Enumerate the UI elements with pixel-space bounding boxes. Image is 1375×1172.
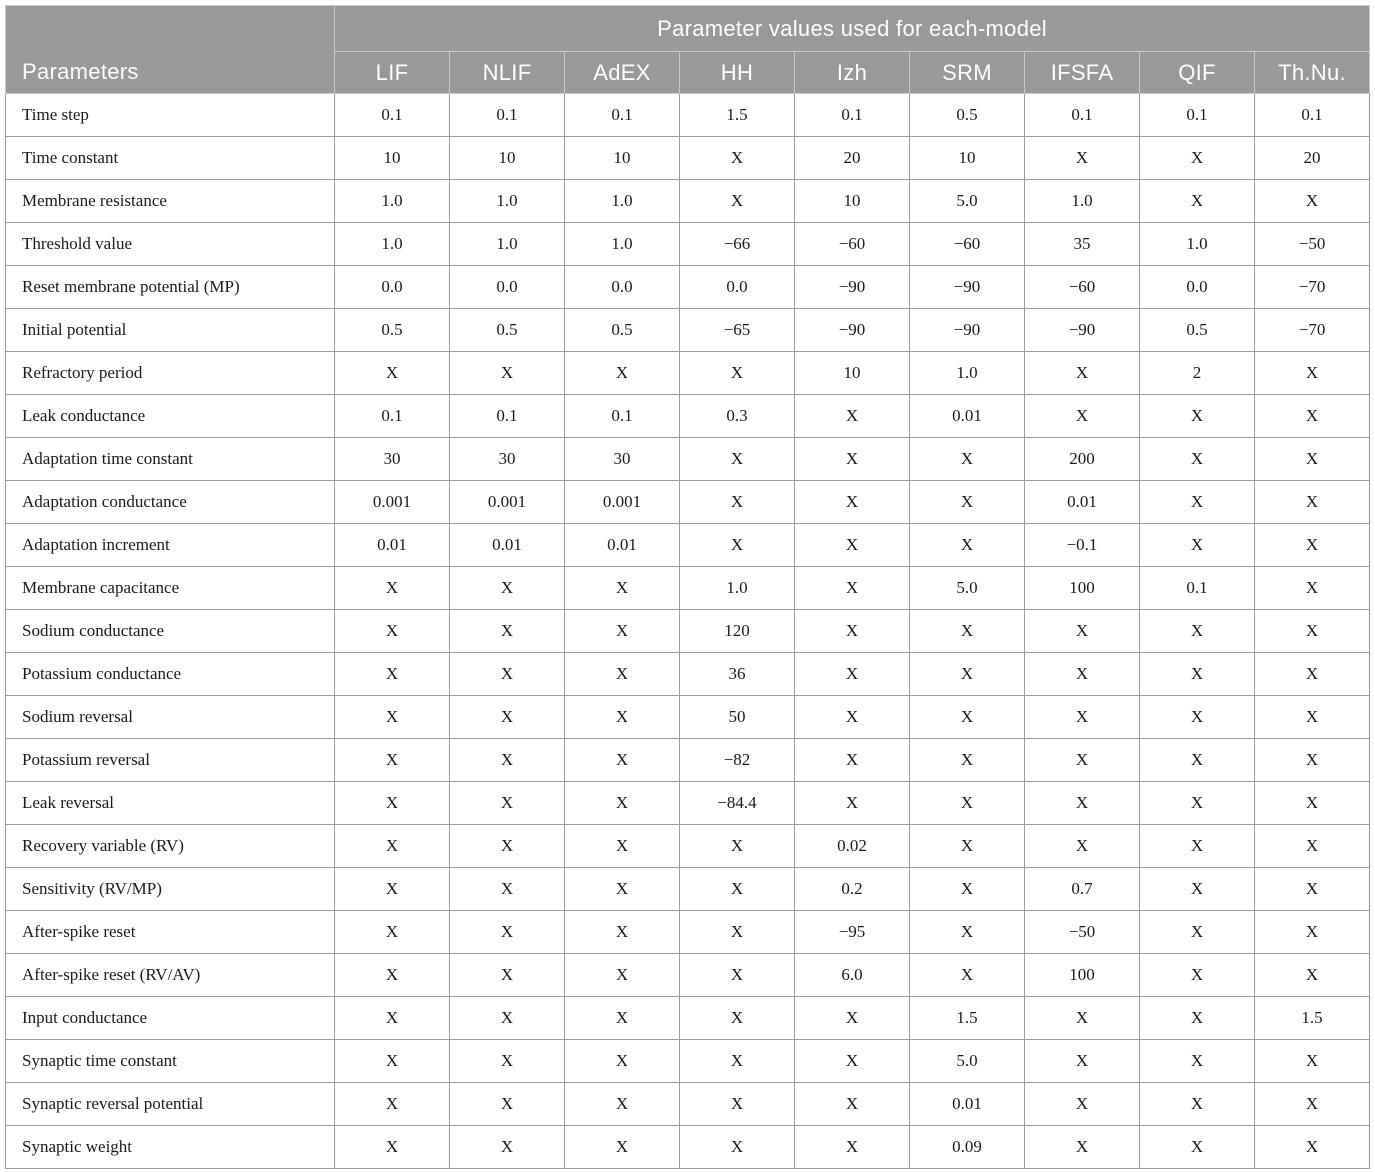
value-cell: −70 bbox=[1255, 309, 1370, 352]
table-row bbox=[6, 438, 1370, 481]
value-cell: X bbox=[1140, 1126, 1255, 1169]
value-cell: −90 bbox=[1025, 309, 1140, 352]
value-cell: X bbox=[1140, 137, 1255, 180]
value-cell: 0.0 bbox=[565, 266, 680, 309]
value-cell: 0.01 bbox=[910, 395, 1025, 438]
table-row bbox=[6, 1126, 1370, 1169]
value-cell: X bbox=[680, 954, 795, 997]
value-cell: 5.0 bbox=[910, 1040, 1025, 1083]
value-cell: 0.3 bbox=[680, 395, 795, 438]
value-cell: X bbox=[1025, 137, 1140, 180]
value-cell: X bbox=[795, 567, 910, 610]
parameter-name-cell: Time step bbox=[6, 94, 335, 137]
value-cell: X bbox=[335, 1126, 450, 1169]
value-cell: −66 bbox=[680, 223, 795, 266]
value-cell: −60 bbox=[795, 223, 910, 266]
value-cell: X bbox=[450, 610, 565, 653]
parameter-name-cell: Refractory period bbox=[6, 352, 335, 395]
parameter-name-cell: Leak conductance bbox=[6, 395, 335, 438]
parameter-name-cell: Time constant bbox=[6, 137, 335, 180]
table-row bbox=[6, 911, 1370, 954]
parameter-name-cell: Initial potential bbox=[6, 309, 335, 352]
value-cell: X bbox=[450, 1083, 565, 1126]
value-cell: 120 bbox=[680, 610, 795, 653]
value-cell: 36 bbox=[680, 653, 795, 696]
parameter-name-cell: Synaptic time constant bbox=[6, 1040, 335, 1083]
value-cell: −90 bbox=[910, 309, 1025, 352]
value-cell: X bbox=[1140, 1083, 1255, 1126]
value-cell: X bbox=[910, 782, 1025, 825]
value-cell: 10 bbox=[795, 180, 910, 223]
table-row bbox=[6, 782, 1370, 825]
model-column-header: AdEX bbox=[565, 52, 680, 94]
value-cell: 200 bbox=[1025, 438, 1140, 481]
value-cell: 1.5 bbox=[1255, 997, 1370, 1040]
model-column-header: LIF bbox=[335, 52, 450, 94]
value-cell: X bbox=[335, 352, 450, 395]
value-cell: X bbox=[335, 868, 450, 911]
value-cell: 0.1 bbox=[450, 395, 565, 438]
value-cell: X bbox=[565, 911, 680, 954]
parameter-name-cell: Sensitivity (RV/MP) bbox=[6, 868, 335, 911]
value-cell: 0.1 bbox=[565, 94, 680, 137]
value-cell: −90 bbox=[795, 309, 910, 352]
value-cell: 5.0 bbox=[910, 567, 1025, 610]
value-cell: 10 bbox=[565, 137, 680, 180]
value-cell: 1.0 bbox=[680, 567, 795, 610]
value-cell: X bbox=[1255, 438, 1370, 481]
value-cell: X bbox=[1255, 696, 1370, 739]
value-cell: X bbox=[1140, 954, 1255, 997]
value-cell: X bbox=[1255, 911, 1370, 954]
value-cell: 1.0 bbox=[335, 223, 450, 266]
value-cell: 6.0 bbox=[795, 954, 910, 997]
value-cell: X bbox=[565, 1126, 680, 1169]
value-cell: 0.1 bbox=[795, 94, 910, 137]
value-cell: X bbox=[1255, 782, 1370, 825]
value-cell: X bbox=[910, 438, 1025, 481]
value-cell: X bbox=[1025, 395, 1140, 438]
value-cell: X bbox=[1140, 438, 1255, 481]
model-column-header: Th.Nu. bbox=[1255, 52, 1370, 94]
value-cell: X bbox=[1255, 610, 1370, 653]
value-cell: 0.001 bbox=[565, 481, 680, 524]
value-cell: X bbox=[910, 653, 1025, 696]
model-column-header: QIF bbox=[1140, 52, 1255, 94]
value-cell: X bbox=[680, 352, 795, 395]
value-cell: X bbox=[680, 137, 795, 180]
table-row bbox=[6, 309, 1370, 352]
value-cell: X bbox=[910, 825, 1025, 868]
value-cell: 0.0 bbox=[1140, 266, 1255, 309]
value-cell: 0.1 bbox=[1255, 94, 1370, 137]
value-cell: X bbox=[1140, 653, 1255, 696]
value-cell: 0.5 bbox=[450, 309, 565, 352]
value-cell: 0.5 bbox=[335, 309, 450, 352]
table-row bbox=[6, 653, 1370, 696]
value-cell: X bbox=[450, 1126, 565, 1169]
value-cell: 1.5 bbox=[910, 997, 1025, 1040]
value-cell: X bbox=[680, 911, 795, 954]
parameter-name-cell: Potassium conductance bbox=[6, 653, 335, 696]
value-cell: 0.1 bbox=[1025, 94, 1140, 137]
value-cell: X bbox=[680, 180, 795, 223]
parameter-name-cell: Sodium conductance bbox=[6, 610, 335, 653]
value-cell: X bbox=[1255, 481, 1370, 524]
value-cell: X bbox=[335, 1083, 450, 1126]
value-cell: X bbox=[1255, 395, 1370, 438]
value-cell: X bbox=[1025, 610, 1140, 653]
value-cell: 1.0 bbox=[450, 223, 565, 266]
value-cell: X bbox=[1025, 825, 1140, 868]
parameter-name-cell: Threshold value bbox=[6, 223, 335, 266]
parameter-table-container bbox=[5, 5, 1369, 1169]
value-cell: X bbox=[565, 1040, 680, 1083]
table-row bbox=[6, 696, 1370, 739]
value-cell: X bbox=[910, 868, 1025, 911]
table-row bbox=[6, 137, 1370, 180]
parameter-name-cell: Membrane resistance bbox=[6, 180, 335, 223]
value-cell: X bbox=[1255, 825, 1370, 868]
value-cell: X bbox=[1140, 739, 1255, 782]
value-cell: X bbox=[1140, 997, 1255, 1040]
value-cell: X bbox=[1025, 997, 1140, 1040]
parameter-name-cell: After-spike reset (RV/AV) bbox=[6, 954, 335, 997]
value-cell: 1.0 bbox=[335, 180, 450, 223]
table-header bbox=[6, 6, 1370, 94]
parameter-name-cell: Synaptic reversal potential bbox=[6, 1083, 335, 1126]
value-cell: 0.01 bbox=[335, 524, 450, 567]
value-cell: 0.5 bbox=[565, 309, 680, 352]
value-cell: X bbox=[1140, 782, 1255, 825]
value-cell: X bbox=[450, 997, 565, 1040]
value-cell: X bbox=[1140, 696, 1255, 739]
value-cell: X bbox=[910, 610, 1025, 653]
value-cell: X bbox=[565, 825, 680, 868]
value-cell: 20 bbox=[1255, 137, 1370, 180]
value-cell: X bbox=[680, 481, 795, 524]
value-cell: 10 bbox=[450, 137, 565, 180]
header-row-group bbox=[6, 6, 1370, 52]
value-cell: 0.2 bbox=[795, 868, 910, 911]
model-column-header: IFSFA bbox=[1025, 52, 1140, 94]
value-cell: X bbox=[565, 653, 680, 696]
value-cell: X bbox=[795, 739, 910, 782]
parameters-column-header: Parameters bbox=[6, 6, 335, 94]
value-cell: X bbox=[1255, 1040, 1370, 1083]
value-cell: X bbox=[795, 438, 910, 481]
value-cell: 1.0 bbox=[565, 223, 680, 266]
value-cell: X bbox=[335, 997, 450, 1040]
table-row bbox=[6, 395, 1370, 438]
value-cell: −90 bbox=[910, 266, 1025, 309]
parameter-name-cell: Membrane capacitance bbox=[6, 567, 335, 610]
value-cell: X bbox=[565, 1083, 680, 1126]
value-cell: 0.1 bbox=[335, 94, 450, 137]
value-cell: X bbox=[565, 954, 680, 997]
value-cell: −70 bbox=[1255, 266, 1370, 309]
model-column-header: SRM bbox=[910, 52, 1025, 94]
value-cell: X bbox=[565, 868, 680, 911]
value-cell: X bbox=[1255, 180, 1370, 223]
value-cell: X bbox=[1140, 610, 1255, 653]
value-cell: X bbox=[1255, 352, 1370, 395]
value-cell: X bbox=[795, 524, 910, 567]
value-cell: X bbox=[335, 911, 450, 954]
value-cell: X bbox=[1255, 868, 1370, 911]
value-cell: X bbox=[450, 868, 565, 911]
value-cell: X bbox=[1025, 739, 1140, 782]
value-cell: 0.01 bbox=[910, 1083, 1025, 1126]
value-cell: X bbox=[1140, 180, 1255, 223]
value-cell: 0.1 bbox=[450, 94, 565, 137]
value-cell: X bbox=[1025, 696, 1140, 739]
value-cell: X bbox=[1140, 868, 1255, 911]
value-cell: −60 bbox=[1025, 266, 1140, 309]
parameter-name-cell: Input conductance bbox=[6, 997, 335, 1040]
value-cell: X bbox=[680, 1126, 795, 1169]
group-column-header: Parameter values used for each-model bbox=[335, 6, 1370, 52]
value-cell: 0.0 bbox=[680, 266, 795, 309]
parameter-name-cell: After-spike reset bbox=[6, 911, 335, 954]
value-cell: X bbox=[1140, 911, 1255, 954]
value-cell: 0.01 bbox=[450, 524, 565, 567]
value-cell: 0.001 bbox=[450, 481, 565, 524]
table-row bbox=[6, 352, 1370, 395]
value-cell: X bbox=[335, 1040, 450, 1083]
value-cell: 0.0 bbox=[335, 266, 450, 309]
value-cell: X bbox=[450, 825, 565, 868]
value-cell: X bbox=[1140, 1040, 1255, 1083]
value-cell: X bbox=[450, 782, 565, 825]
value-cell: X bbox=[795, 481, 910, 524]
value-cell: X bbox=[1025, 1083, 1140, 1126]
value-cell: X bbox=[680, 1040, 795, 1083]
value-cell: 1.0 bbox=[565, 180, 680, 223]
value-cell: −65 bbox=[680, 309, 795, 352]
value-cell: X bbox=[450, 352, 565, 395]
table-row bbox=[6, 825, 1370, 868]
parameter-name-cell: Synaptic weight bbox=[6, 1126, 335, 1169]
value-cell: X bbox=[795, 653, 910, 696]
value-cell: X bbox=[1025, 1126, 1140, 1169]
value-cell: X bbox=[450, 954, 565, 997]
value-cell: X bbox=[565, 739, 680, 782]
value-cell: X bbox=[450, 567, 565, 610]
value-cell: X bbox=[335, 696, 450, 739]
value-cell: 30 bbox=[450, 438, 565, 481]
value-cell: X bbox=[450, 739, 565, 782]
value-cell: X bbox=[1140, 825, 1255, 868]
table-row bbox=[6, 1083, 1370, 1126]
value-cell: X bbox=[910, 911, 1025, 954]
value-cell: 30 bbox=[565, 438, 680, 481]
value-cell: 10 bbox=[795, 352, 910, 395]
table-row bbox=[6, 481, 1370, 524]
value-cell: X bbox=[795, 1040, 910, 1083]
value-cell: X bbox=[335, 954, 450, 997]
value-cell: X bbox=[450, 911, 565, 954]
value-cell: 0.001 bbox=[335, 481, 450, 524]
value-cell: 35 bbox=[1025, 223, 1140, 266]
value-cell: −0.1 bbox=[1025, 524, 1140, 567]
value-cell: X bbox=[680, 1083, 795, 1126]
parameter-name-cell: Leak reversal bbox=[6, 782, 335, 825]
value-cell: X bbox=[1255, 739, 1370, 782]
parameter-name-cell: Reset membrane potential (MP) bbox=[6, 266, 335, 309]
value-cell: X bbox=[1025, 1040, 1140, 1083]
value-cell: 1.0 bbox=[450, 180, 565, 223]
value-cell: X bbox=[1025, 782, 1140, 825]
value-cell: X bbox=[795, 395, 910, 438]
parameter-table bbox=[5, 5, 1370, 1169]
value-cell: X bbox=[565, 696, 680, 739]
value-cell: 0.01 bbox=[1025, 481, 1140, 524]
value-cell: 0.02 bbox=[795, 825, 910, 868]
value-cell: X bbox=[1140, 395, 1255, 438]
value-cell: X bbox=[335, 653, 450, 696]
value-cell: X bbox=[910, 481, 1025, 524]
value-cell: X bbox=[680, 997, 795, 1040]
model-column-header: HH bbox=[680, 52, 795, 94]
value-cell: X bbox=[565, 997, 680, 1040]
value-cell: 5.0 bbox=[910, 180, 1025, 223]
value-cell: 10 bbox=[335, 137, 450, 180]
value-cell: 0.0 bbox=[450, 266, 565, 309]
value-cell: 100 bbox=[1025, 954, 1140, 997]
value-cell: 0.01 bbox=[565, 524, 680, 567]
table-row bbox=[6, 524, 1370, 567]
table-body bbox=[6, 94, 1370, 1169]
value-cell: 0.5 bbox=[910, 94, 1025, 137]
value-cell: −82 bbox=[680, 739, 795, 782]
value-cell: X bbox=[335, 782, 450, 825]
value-cell: 10 bbox=[910, 137, 1025, 180]
value-cell: X bbox=[1025, 352, 1140, 395]
value-cell: X bbox=[450, 653, 565, 696]
value-cell: X bbox=[1140, 481, 1255, 524]
value-cell: X bbox=[335, 825, 450, 868]
value-cell: X bbox=[335, 567, 450, 610]
value-cell: 1.0 bbox=[1140, 223, 1255, 266]
parameter-name-cell: Sodium reversal bbox=[6, 696, 335, 739]
value-cell: 0.1 bbox=[1140, 567, 1255, 610]
value-cell: X bbox=[335, 739, 450, 782]
value-cell: X bbox=[565, 567, 680, 610]
value-cell: X bbox=[1255, 954, 1370, 997]
value-cell: 0.1 bbox=[1140, 94, 1255, 137]
table-row bbox=[6, 1040, 1370, 1083]
parameter-name-cell: Adaptation time constant bbox=[6, 438, 335, 481]
value-cell: 20 bbox=[795, 137, 910, 180]
value-cell: X bbox=[565, 782, 680, 825]
value-cell: X bbox=[795, 782, 910, 825]
value-cell: 0.09 bbox=[910, 1126, 1025, 1169]
table-row bbox=[6, 868, 1370, 911]
table-row bbox=[6, 954, 1370, 997]
table-row bbox=[6, 567, 1370, 610]
value-cell: 0.1 bbox=[565, 395, 680, 438]
value-cell: X bbox=[910, 954, 1025, 997]
parameter-name-cell: Recovery variable (RV) bbox=[6, 825, 335, 868]
table-row bbox=[6, 610, 1370, 653]
table-row bbox=[6, 266, 1370, 309]
table-row bbox=[6, 223, 1370, 266]
value-cell: 1.0 bbox=[910, 352, 1025, 395]
table-row bbox=[6, 94, 1370, 137]
table-row bbox=[6, 997, 1370, 1040]
value-cell: X bbox=[1255, 1083, 1370, 1126]
parameter-name-cell: Potassium reversal bbox=[6, 739, 335, 782]
value-cell: X bbox=[910, 696, 1025, 739]
value-cell: X bbox=[795, 997, 910, 1040]
value-cell: 1.0 bbox=[1025, 180, 1140, 223]
value-cell: X bbox=[680, 868, 795, 911]
value-cell: X bbox=[1255, 653, 1370, 696]
value-cell: 0.7 bbox=[1025, 868, 1140, 911]
value-cell: X bbox=[795, 610, 910, 653]
value-cell: X bbox=[680, 825, 795, 868]
value-cell: X bbox=[795, 1126, 910, 1169]
table-row bbox=[6, 180, 1370, 223]
value-cell: X bbox=[910, 739, 1025, 782]
value-cell: X bbox=[565, 352, 680, 395]
value-cell: 30 bbox=[335, 438, 450, 481]
value-cell: X bbox=[450, 696, 565, 739]
value-cell: 0.1 bbox=[335, 395, 450, 438]
value-cell: 50 bbox=[680, 696, 795, 739]
value-cell: X bbox=[910, 524, 1025, 567]
value-cell: X bbox=[1255, 1126, 1370, 1169]
value-cell: −90 bbox=[795, 266, 910, 309]
value-cell: X bbox=[1025, 653, 1140, 696]
value-cell: X bbox=[450, 1040, 565, 1083]
value-cell: X bbox=[795, 696, 910, 739]
value-cell: −50 bbox=[1025, 911, 1140, 954]
value-cell: X bbox=[680, 524, 795, 567]
value-cell: X bbox=[680, 438, 795, 481]
parameter-name-cell: Adaptation increment bbox=[6, 524, 335, 567]
value-cell: X bbox=[1255, 567, 1370, 610]
value-cell: 2 bbox=[1140, 352, 1255, 395]
value-cell: X bbox=[1255, 524, 1370, 567]
value-cell: 100 bbox=[1025, 567, 1140, 610]
value-cell: X bbox=[795, 1083, 910, 1126]
value-cell: −84.4 bbox=[680, 782, 795, 825]
value-cell: −60 bbox=[910, 223, 1025, 266]
value-cell: 1.5 bbox=[680, 94, 795, 137]
value-cell: X bbox=[1140, 524, 1255, 567]
value-cell: X bbox=[335, 610, 450, 653]
parameter-name-cell: Adaptation conductance bbox=[6, 481, 335, 524]
value-cell: −50 bbox=[1255, 223, 1370, 266]
model-column-header: Izh bbox=[795, 52, 910, 94]
table-row bbox=[6, 739, 1370, 782]
value-cell: X bbox=[565, 610, 680, 653]
value-cell: −95 bbox=[795, 911, 910, 954]
model-column-header: NLIF bbox=[450, 52, 565, 94]
value-cell: 0.5 bbox=[1140, 309, 1255, 352]
